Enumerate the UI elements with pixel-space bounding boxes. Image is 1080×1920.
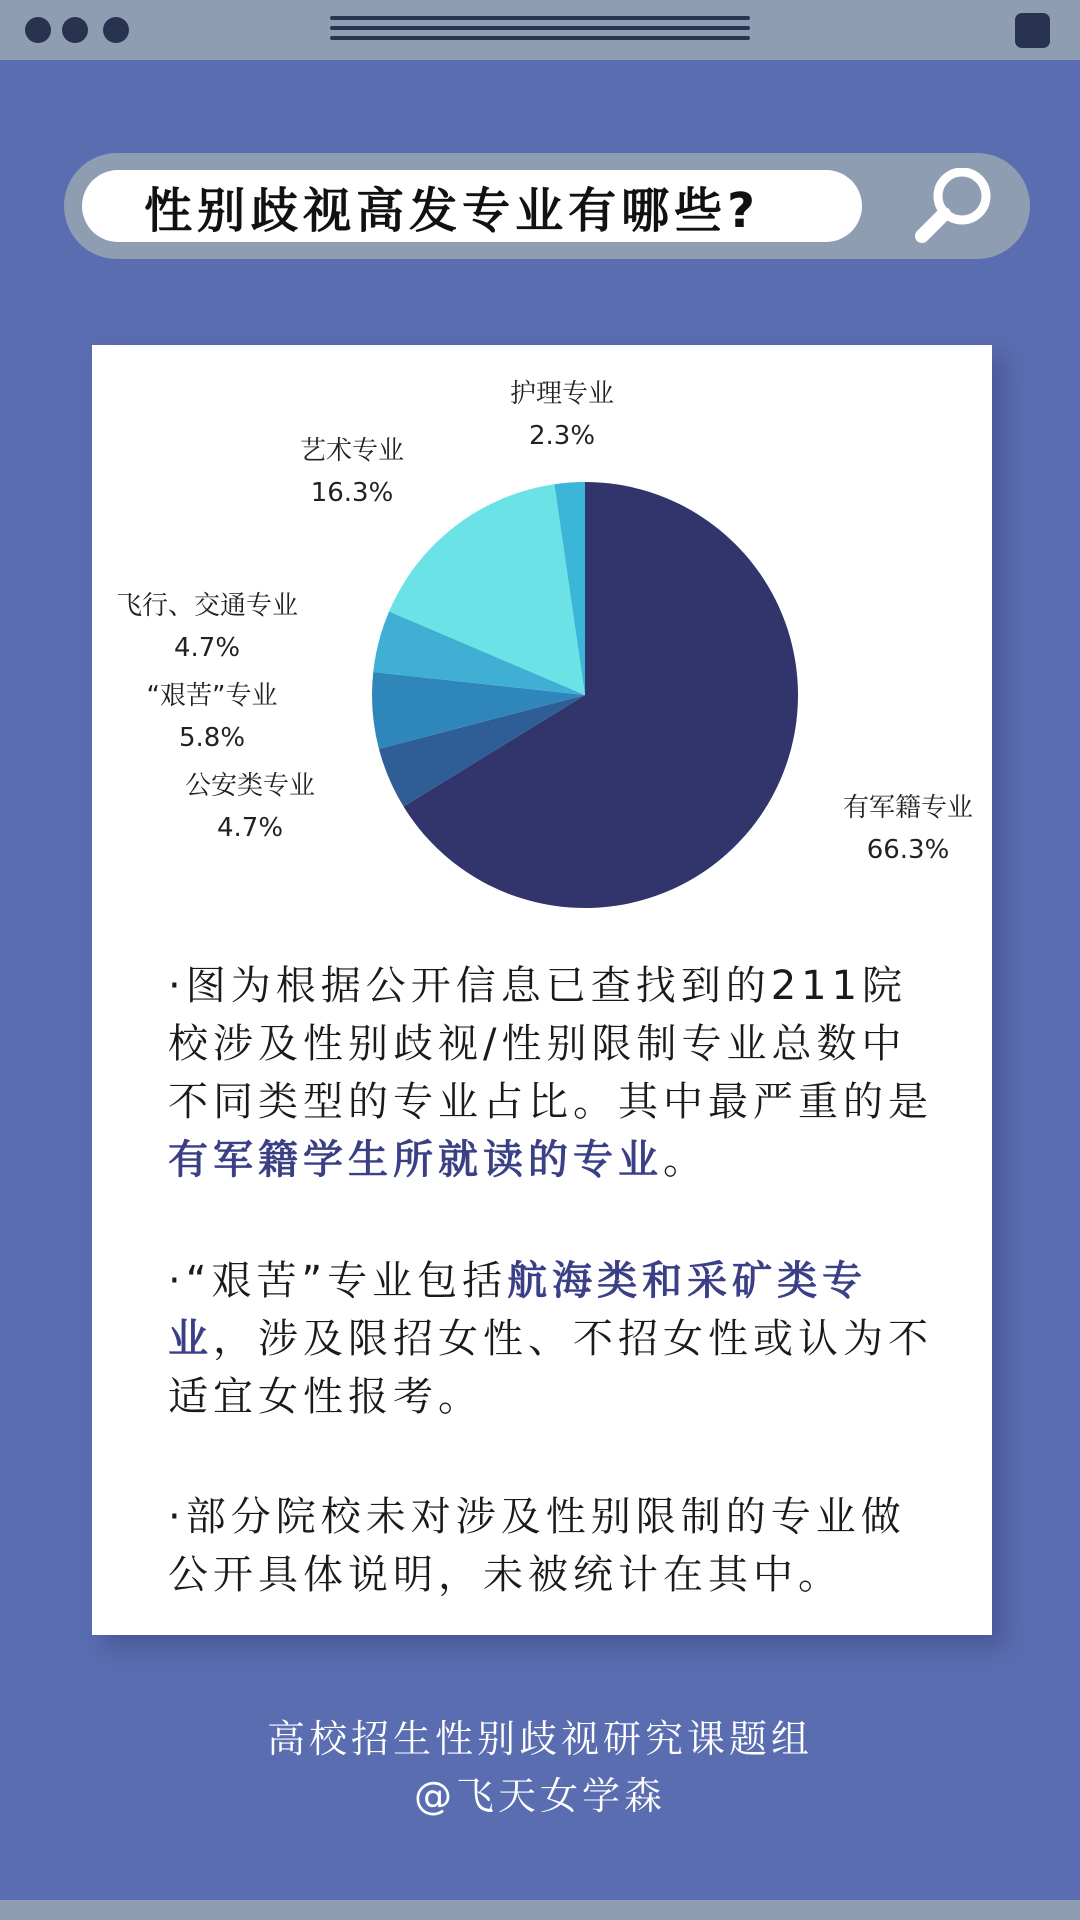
pie-label-aviation (92, 585, 322, 669)
pie-label-police (160, 765, 340, 849)
pie-label-art (262, 430, 442, 514)
pie-label-text: 艺术专业 (299, 436, 404, 466)
content-card (92, 345, 992, 1635)
pie-label-text: 公安类专业 (184, 771, 315, 801)
paragraph-text: ·部分院校未对涉及性别限制的专业做公开具体说明，未被统计在其中。 (168, 1494, 906, 1598)
paragraph-text: ，涉及限招女性、不招女性或认为不适宜女性报考。 (168, 1316, 933, 1420)
paragraph-text: 。 (663, 1137, 708, 1183)
paragraph-highlight: 航海类和采矿类专业 (168, 1258, 868, 1362)
pie-label-value: 4.7% (173, 633, 241, 663)
paragraph-text: ·图为根据公开信息已查找到的211院校涉及性别歧视/性别限制专业总数中不同类型的专业占比。其中最严重的是 (168, 963, 933, 1125)
window-top-bar (0, 0, 1080, 60)
pie-label-value: 16.3% (310, 478, 394, 508)
pie-label-text: 飞行、交通专业 (115, 591, 298, 621)
search-icon (912, 168, 1004, 248)
footer-org: 高校招生性别歧视研究课题组 (266, 1717, 813, 1761)
paragraph-3 (168, 1488, 938, 1604)
window-dot-icon (25, 17, 51, 43)
search-title: 性别歧视高发专业有哪些? (82, 170, 862, 242)
pie-label-value: 4.7% (216, 813, 284, 843)
pie-label-text: “艰苦”专业 (146, 681, 278, 711)
window-dot-icon (103, 17, 129, 43)
pie-label-nursing (472, 373, 652, 457)
search-bar (64, 153, 1030, 259)
pie-label-value: 66.3% (866, 835, 950, 865)
footer-handle: @飞天女学森 (413, 1774, 666, 1818)
pie-label-value: 2.3% (528, 421, 596, 451)
pie-label-value: 5.8% (178, 723, 246, 753)
pie-label-text: 护理专业 (509, 379, 614, 409)
paragraph-1 (168, 957, 938, 1189)
pie-label-hardship (122, 675, 302, 759)
pie-label-military (818, 787, 998, 871)
pie-label-text: 有军籍专业 (842, 793, 973, 823)
paragraph-highlight: 有军籍学生所就读的专业 (168, 1137, 663, 1183)
menu-lines-icon (330, 16, 750, 46)
window-square-icon (1015, 13, 1050, 48)
window-bottom-bar (0, 1900, 1080, 1920)
paragraph-text: ·“艰苦”专业包括 (168, 1258, 508, 1304)
paragraph-2 (168, 1252, 938, 1426)
window-dot-icon (62, 17, 88, 43)
